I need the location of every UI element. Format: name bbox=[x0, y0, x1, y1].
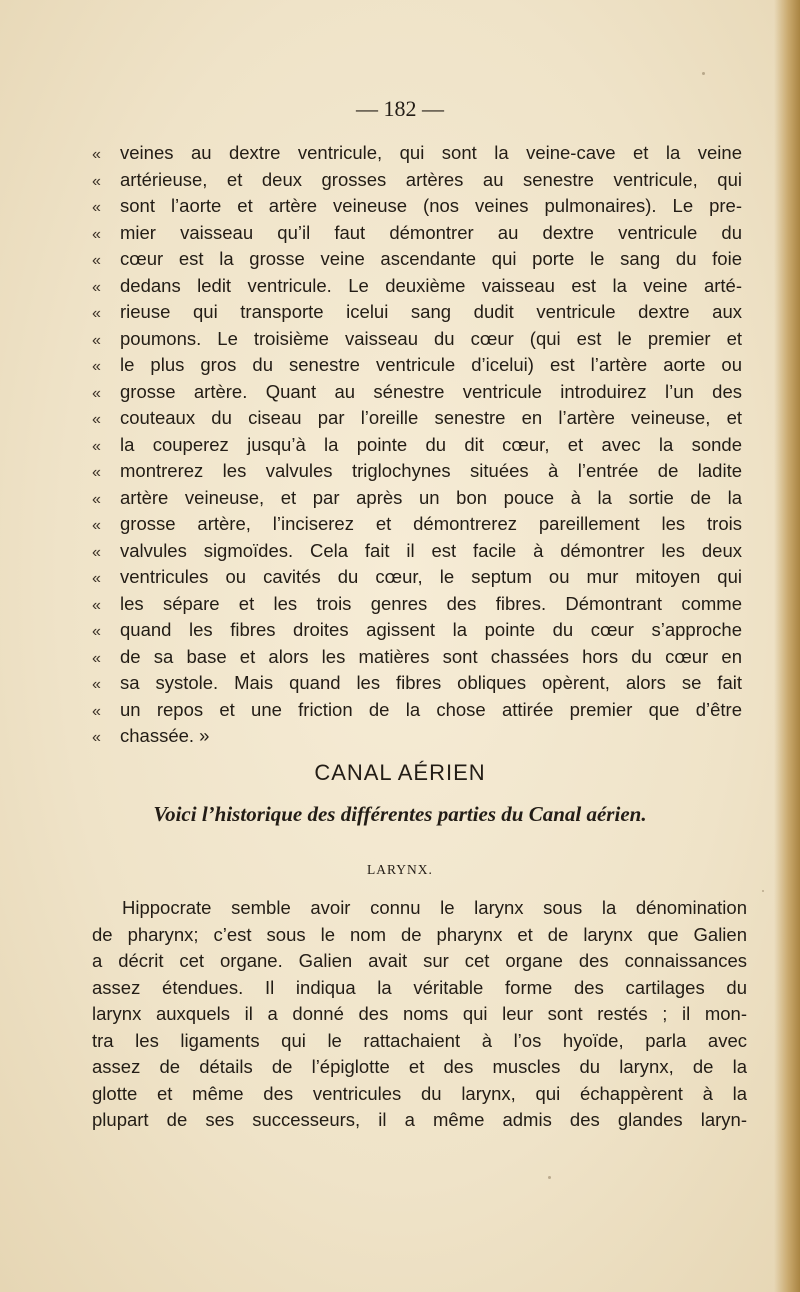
quote-line-text: chassée. » bbox=[120, 725, 210, 746]
guillemet-mark: « bbox=[92, 464, 101, 481]
quote-line bbox=[92, 538, 742, 565]
quote-line bbox=[92, 670, 742, 697]
guillemet-mark: « bbox=[92, 384, 101, 402]
guillemet-mark: « bbox=[92, 729, 101, 746]
quote-line bbox=[92, 564, 742, 591]
quote-line bbox=[92, 326, 742, 353]
body-line: tra les ligaments qui le rattachaient à l’os hyoïde, parla avec bbox=[92, 1029, 747, 1051]
guillemet-mark: « bbox=[92, 702, 101, 720]
guillemet-mark: « bbox=[92, 411, 101, 428]
quote-line bbox=[92, 723, 742, 750]
quote-line-text: le plus gros du senestre ventricule d’icelui) est l’artère aorte ou bbox=[120, 354, 742, 375]
body-line: plupart de ses successeurs, il a même admis des glandes laryn- bbox=[92, 1109, 747, 1130]
guillemet-mark: « bbox=[92, 305, 101, 322]
quote-line bbox=[92, 617, 742, 644]
quote-line-text: cœur est la grosse veine ascendante qui porte le sang du foie bbox=[120, 248, 742, 269]
guillemet-mark: « bbox=[92, 331, 101, 349]
quote-line bbox=[92, 220, 742, 247]
quote-line-text: ventricules ou cavités du cœur, le septum ou mur mitoyen qui bbox=[120, 566, 742, 587]
quote-line bbox=[92, 167, 742, 194]
quote-line-text: sa systole. Mais quand les fibres obliques opèrent, alors se fait bbox=[120, 672, 742, 693]
quote-line-text: veines au dextre ventricule, qui sont la veine-cave et la veine bbox=[120, 142, 742, 163]
guillemet-mark: « bbox=[92, 252, 101, 269]
guillemet-mark: « bbox=[92, 517, 101, 534]
quote-line-text: valvules sigmoïdes. Cela fait il est facile à démontrer les deux bbox=[120, 539, 742, 561]
quote-line bbox=[92, 432, 742, 459]
quote-line bbox=[92, 140, 742, 167]
quote-line bbox=[92, 697, 742, 724]
quote-line-text: quand les fibres droites agissent la pointe du cœur s’approche bbox=[120, 619, 742, 640]
quote-line bbox=[92, 644, 742, 671]
quote-line-text: artère veineuse, et par après un bon pouce à la sortie de la bbox=[120, 486, 742, 508]
subheading-larynx: LARYNX. bbox=[367, 862, 433, 877]
quote-line bbox=[92, 273, 742, 300]
quote-line-text: mier vaisseau qu’il faut démontrer au dextre ventricule du bbox=[120, 221, 742, 243]
guillemet-mark: « bbox=[92, 146, 101, 163]
paper-speck bbox=[762, 890, 764, 892]
paper-speck bbox=[702, 72, 705, 75]
guillemet-mark: « bbox=[92, 543, 101, 561]
quote-line-text: grosse artère, l’inciserez et démontrerez pareillement les trois bbox=[120, 513, 742, 534]
body-line: glotte et même des ventricules du larynx, qui échappèrent à la bbox=[92, 1082, 747, 1104]
page-edge-shadow bbox=[774, 0, 800, 1292]
guillemet-mark: « bbox=[92, 649, 101, 667]
quote-line bbox=[92, 352, 742, 379]
quote-line-text: un repos et une friction de la chose attirée premier que d’être bbox=[120, 698, 742, 720]
guillemet-mark: « bbox=[92, 225, 101, 243]
quote-line bbox=[92, 511, 742, 538]
quote-line bbox=[92, 591, 742, 618]
guillemet-mark: « bbox=[92, 172, 101, 190]
quote-line bbox=[92, 485, 742, 512]
quote-line bbox=[92, 193, 742, 220]
guillemet-mark: « bbox=[92, 676, 101, 693]
body-line: assez de détails de l’épiglotte et des muscles du larynx, de la bbox=[92, 1056, 747, 1077]
quote-line bbox=[92, 246, 742, 273]
guillemet-mark: « bbox=[92, 596, 101, 614]
section-intro: Voici l’historique des différentes parties du Canal aérien. bbox=[153, 802, 647, 826]
body-line: de pharynx; c’est sous le nom de pharynx et de larynx que Galien bbox=[92, 923, 747, 945]
quote-line bbox=[92, 405, 742, 432]
guillemet-mark: « bbox=[92, 570, 101, 587]
page-number: — 182 — bbox=[356, 96, 444, 121]
body-line: a décrit cet organe. Galien avait sur cet organe des connaissances bbox=[92, 950, 747, 971]
quote-line-text: les sépare et les trois genres des fibres. Démontrant comme bbox=[120, 592, 742, 614]
guillemet-mark: « bbox=[92, 623, 101, 640]
quote-line-text: dedans ledit ventricule. Le deuxième vaisseau est la veine arté- bbox=[120, 274, 742, 296]
quote-line-text: la couperez jusqu’à la pointe du dit cœur, et avec la sonde bbox=[120, 433, 742, 455]
quoted-passage bbox=[92, 140, 742, 750]
guillemet-mark: « bbox=[92, 490, 101, 508]
guillemet-mark: « bbox=[92, 358, 101, 375]
body-line: larynx auxquels il a donné des noms qui leur sont restés ; il mon- bbox=[92, 1003, 747, 1024]
guillemet-mark: « bbox=[92, 199, 101, 216]
quote-line bbox=[92, 379, 742, 406]
body-paragraph bbox=[92, 895, 747, 1134]
paper-speck bbox=[548, 1176, 551, 1179]
quote-line-text: rieuse qui transporte icelui sang dudit ventricule dextre aux bbox=[120, 301, 742, 322]
quote-line-text: montrerez les valvules triglochynes situées à l’entrée de ladite bbox=[120, 460, 742, 481]
quote-line-text: couteaux du ciseau par l’oreille senestre en l’artère veineuse, et bbox=[120, 407, 742, 428]
quote-line-text: sont l’aorte et artère veineuse (nos veines pulmonaires). Le pre- bbox=[120, 195, 742, 216]
quote-line bbox=[92, 299, 742, 326]
quote-line-text: artérieuse, et deux grosses artères au senestre ventricule, qui bbox=[120, 168, 742, 190]
guillemet-mark: « bbox=[92, 437, 101, 455]
guillemet-mark: « bbox=[92, 278, 101, 296]
quote-line-text: poumons. Le troisième vaisseau du cœur (qui est le premier et bbox=[120, 327, 742, 349]
quote-line bbox=[92, 458, 742, 485]
quote-line-text: grosse artère. Quant au sénestre ventricule introduirez l’un des bbox=[120, 380, 742, 402]
body-line: assez étendues. Il indiqua la véritable forme des cartilages du bbox=[92, 976, 747, 998]
section-title: CANAL AÉRIEN bbox=[314, 760, 486, 785]
quote-line-text: de sa base et alors les matières sont chassées hors du cœur en bbox=[120, 645, 742, 667]
body-line: Hippocrate semble avoir connu le larynx sous la dénomination bbox=[122, 897, 747, 918]
